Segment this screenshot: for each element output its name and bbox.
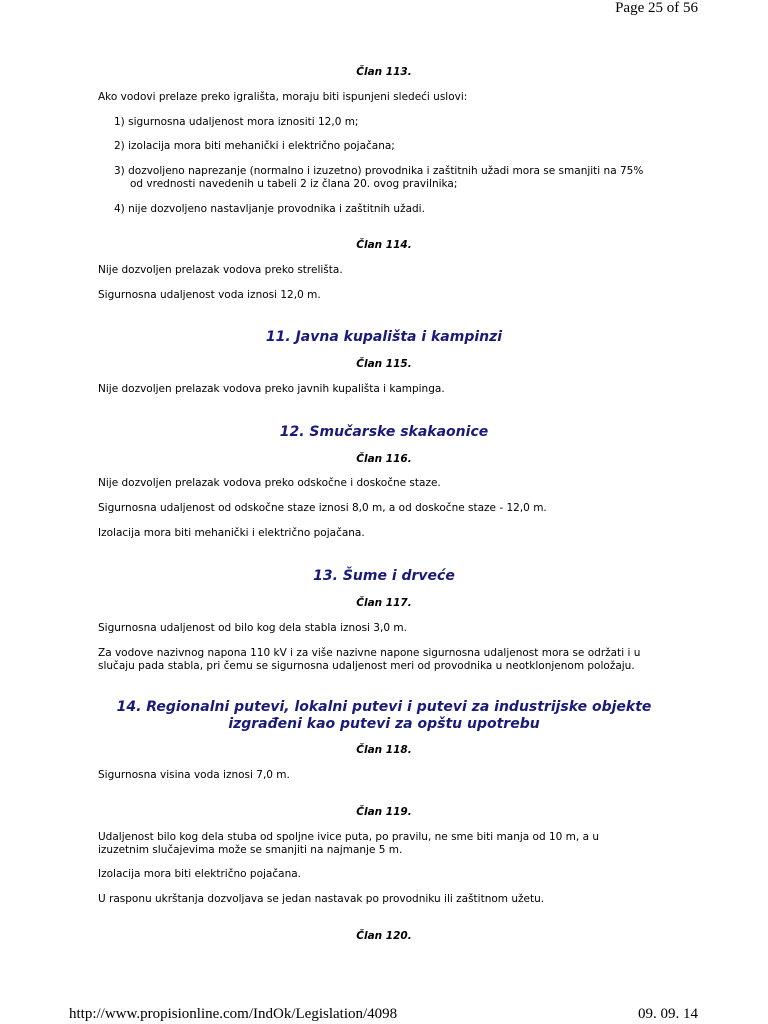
list-item: 2) izolacija mora biti mehanički i električno pojačana; — [114, 140, 395, 152]
article-heading: Član 114. — [356, 239, 412, 251]
article-heading: Član 116. — [356, 453, 412, 465]
paragraph-line: Udaljenost bilo kog dela stuba od spoljne ivice puta, po pravilu, ne sme biti manja od 10 m, a u — [98, 831, 599, 843]
paragraph — [98, 647, 640, 673]
footer-url: http://www.propisionline.com/IndOk/Legislation/4098 — [69, 1006, 398, 1022]
article-heading: Član 115. — [356, 358, 412, 370]
article-heading: Član 117. — [356, 597, 412, 609]
list-item: 4) nije dozvoljeno nastavljanje provodnika i zaštitnih užadi. — [114, 203, 425, 215]
paragraph — [98, 831, 599, 857]
footer-date: 09. 09. 14 — [638, 1006, 698, 1022]
paragraph: Sigurnosna udaljenost od odskočne staze iznosi 8,0 m, a od doskočne staze - 12,0 m. — [98, 502, 547, 514]
list-item-line: od vrednosti navedenih u tabeli 2 iz člana 20. ovog pravilnika; — [130, 178, 458, 190]
section-heading-line: izgrađeni kao putevi za opštu upotrebu — [228, 716, 540, 732]
section-heading: 13. Šume i drveće — [313, 568, 455, 584]
list-item: 1) sigurnosna udaljenost mora iznositi 12,0 m; — [114, 116, 359, 128]
article-heading: Član 119. — [356, 806, 412, 818]
paragraph: Nije dozvoljen prelazak vodova preko odskočne i doskočne staze. — [98, 477, 441, 489]
paragraph-line: Za vodove nazivnog napona 110 kV i za više nazivne napone sigurnosna udaljenost mora se održati i u — [98, 647, 641, 659]
paragraph: Sigurnosna visina voda iznosi 7,0 m. — [98, 769, 290, 781]
paragraph: U rasponu ukrštanja dozvoljava se jedan nastavak po provodniku ili zaštitnom užetu. — [98, 893, 545, 905]
paragraph: Sigurnosna udaljenost voda iznosi 12,0 m. — [98, 289, 321, 301]
list-item — [114, 165, 643, 191]
article-heading: Član 118. — [356, 744, 412, 756]
paragraph: Ako vodovi prelaze preko igrališta, moraju biti ispunjeni sledeći uslovi: — [98, 91, 468, 103]
list-item-line: 3) dozvoljeno naprezanje (normalno i izuzetno) provodnika i zaštitnih užadi mora se smanjiti na 75% — [114, 165, 644, 177]
page-number: Page 25 of 56 — [615, 0, 698, 16]
article-heading: Član 120. — [356, 930, 412, 942]
paragraph: Izolacija mora biti električno pojačana. — [98, 868, 301, 880]
article-heading: Član 113. — [356, 66, 412, 78]
paragraph: Sigurnosna udaljenost od bilo kog dela stabla iznosi 3,0 m. — [98, 622, 407, 634]
paragraph: Nije dozvoljen prelazak vodova preko javnih kupališta i kampinga. — [98, 383, 445, 395]
paragraph-line: slučaju pada stabla, pri čemu se sigurnosna udaljenost meri od provodnika u neotklonjenom položaju. — [98, 660, 635, 672]
section-heading — [0, 699, 768, 733]
paragraph-line: izuzetnim slučajevima može se smanjiti na najmanje 5 m. — [98, 844, 403, 856]
section-heading-line: 14. Regionalni putevi, lokalni putevi i putevi za industrijske objekte — [116, 699, 652, 715]
paragraph: Izolacija mora biti mehanički i električno pojačana. — [98, 527, 365, 539]
section-heading: 11. Javna kupališta i kampinzi — [265, 329, 503, 345]
section-heading: 12. Smučarske skakaonice — [279, 424, 489, 440]
paragraph: Nije dozvoljen prelazak vodova preko strelišta. — [98, 264, 343, 276]
